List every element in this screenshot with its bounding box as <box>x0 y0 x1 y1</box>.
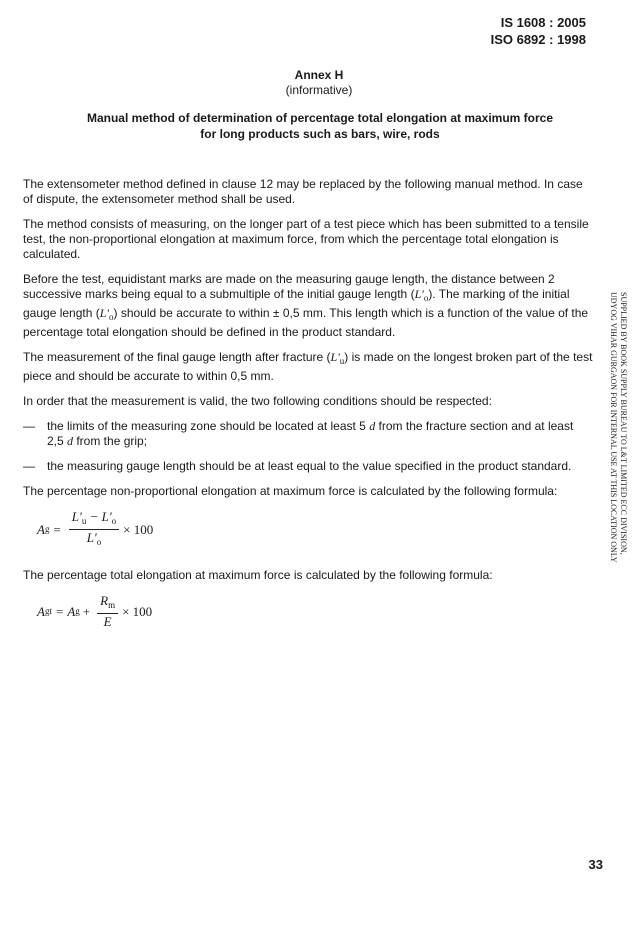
paragraph-4 <box>23 350 593 384</box>
symbol-initial-gauge: $L'_o$ <box>414 287 429 303</box>
dash-marker: — <box>23 459 35 473</box>
p3-text-a: Before the test, equidistant marks are made on the measuring gauge length, the distance between 2 successive marks being equal to a submultiple of the initial gauge length ( <box>23 272 555 301</box>
p3-text-b: ). The marking of the initial gauge length ( <box>23 287 570 320</box>
dash-marker: — <box>23 419 35 433</box>
p4-text-a: The measurement of the final gauge length after fracture ( <box>23 350 331 364</box>
formula-ag-fraction: $\frac{L'_u - L'_o}{L'_o}$ <box>69 509 119 550</box>
standard-is: IS 1608 : 2005 <box>500 15 586 30</box>
supply-stamp-line-2: UDYOG VIHAR GURGAON FOR INTERNAL USE AT THIS LOCATION ONLY <box>609 292 618 563</box>
paragraph-7: The percentage total elongation at maximum force is calculated by the following formula: <box>23 568 493 582</box>
formula-agt: A gt = A g + $\frac{R_m}{E}$ × 100 <box>37 593 153 629</box>
symbol-final-gauge: $L'_u$ <box>330 350 345 366</box>
standard-number <box>491 14 586 48</box>
list-item-1-text: the limits of the measuring zone should be located at least 5 d from the fracture section and at least 2,5 d from the grip; <box>47 419 574 448</box>
formula-agt-fraction: $\frac{R_m}{E}$ <box>97 593 118 629</box>
heading-line-2: for long products such as bars, wire, rods <box>200 127 440 141</box>
p3-text-c: ) should be accurate to within ± 0,5 mm. This length which is a function of the value of the percentage total elongation should be defined in the product standard. <box>23 306 589 339</box>
standard-iso: ISO 6892 : 1998 <box>490 32 586 47</box>
page-number: 33 <box>588 857 603 872</box>
supply-stamp-line-1: SUPPLIED BY BOOK SUPPLY BUREAU TO L&T LIMITED ECC DIVISION, <box>619 292 628 555</box>
section-heading <box>40 110 600 142</box>
annex-block <box>0 68 638 98</box>
paragraph-1: The extensometer method defined in clause 12 may be replaced by the following manual method. In case of dispute, the extensometer method shall be used. <box>23 177 583 206</box>
annex-title: Annex H <box>294 68 344 82</box>
p4-text-b: ) is made on the longest broken part of the test piece and should be accurate to within 0,5 mm. <box>23 350 593 383</box>
paragraph-3 <box>23 272 593 340</box>
paragraph-2: The method consists of measuring, on the longer part of a test piece which has been submitted to a tensile test, the non-proportional elongation at maximum force, from which the percentage total elongation is calculated. <box>23 217 589 261</box>
formula-ag: A g = $\frac{L'_u - L'_o}{L'_o}$ × 100 <box>37 509 593 550</box>
list-item-2 <box>23 459 593 474</box>
list-item-2-text: the measuring gauge length should be at least equal to the value specified in the product standard. <box>47 459 572 473</box>
paragraph-6: The percentage non-proportional elongation at maximum force is calculated by the following formula: <box>23 484 558 498</box>
paragraph-5: In order that the measurement is valid, the two following conditions should be respected: <box>23 394 492 408</box>
symbol-initial-gauge-2: $L'_o$ <box>99 306 114 322</box>
list-item-1 <box>23 419 593 449</box>
heading-line-1: Manual method of determination of percentage total elongation at maximum force <box>86 111 554 125</box>
annex-subtitle: (informative) <box>285 83 353 97</box>
body-text <box>23 177 593 647</box>
supply-stamp <box>609 292 628 622</box>
